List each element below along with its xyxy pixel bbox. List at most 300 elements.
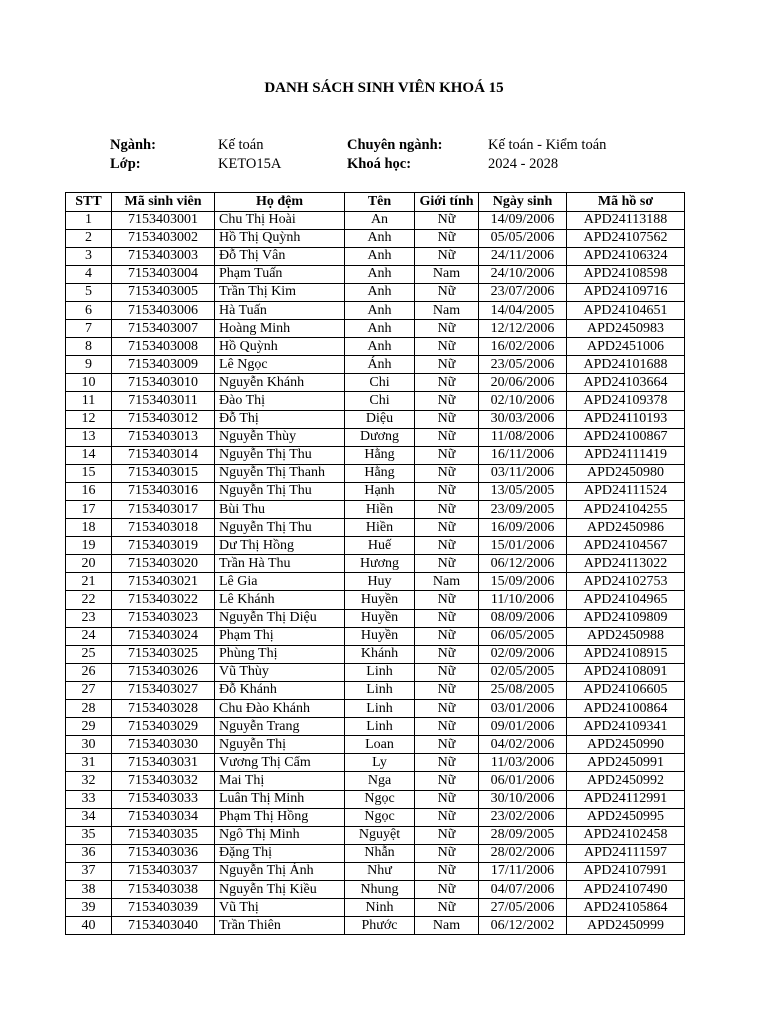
cell-ngay-sinh: 05/05/2006 bbox=[479, 229, 567, 247]
cell-gioi-tinh: Nữ bbox=[415, 338, 479, 356]
cell-ngay-sinh: 30/10/2006 bbox=[479, 790, 567, 808]
cell-ma-sinh-vien: 7153403027 bbox=[112, 681, 215, 699]
cell-ho-dem: Lê Ngọc bbox=[215, 356, 345, 374]
table-row bbox=[66, 537, 685, 555]
cell-ho-dem: Vương Thị Cẩm bbox=[215, 754, 345, 772]
cell-ma-ho-so: APD24102753 bbox=[567, 573, 685, 591]
header-ma-ho-so: Mã hồ sơ bbox=[567, 193, 685, 212]
cell-ma-ho-so: APD2451006 bbox=[567, 338, 685, 356]
cell-ma-sinh-vien: 7153403020 bbox=[112, 555, 215, 573]
cell-ho-dem: Đỗ Thị bbox=[215, 410, 345, 428]
cell-ngay-sinh: 08/09/2006 bbox=[479, 609, 567, 627]
cell-stt: 22 bbox=[66, 591, 112, 609]
header-ma-sinh-vien: Mã sinh viên bbox=[112, 193, 215, 212]
cell-ho-dem: Nguyễn Trang bbox=[215, 718, 345, 736]
cell-ma-sinh-vien: 7153403006 bbox=[112, 301, 215, 319]
table-row bbox=[66, 645, 685, 663]
cell-ten: Linh bbox=[345, 700, 415, 718]
cell-ma-ho-so: APD2450983 bbox=[567, 320, 685, 338]
cell-gioi-tinh: Nữ bbox=[415, 555, 479, 573]
cell-ma-ho-so: APD24104965 bbox=[567, 591, 685, 609]
cell-stt: 5 bbox=[66, 283, 112, 301]
table-row bbox=[66, 736, 685, 754]
cell-ten: Ánh bbox=[345, 356, 415, 374]
cell-ten: Anh bbox=[345, 229, 415, 247]
cell-ma-ho-so: APD24107991 bbox=[567, 862, 685, 880]
cell-stt: 1 bbox=[66, 211, 112, 229]
cell-stt: 17 bbox=[66, 501, 112, 519]
cell-gioi-tinh: Nữ bbox=[415, 700, 479, 718]
cell-stt: 29 bbox=[66, 718, 112, 736]
table-row bbox=[66, 356, 685, 374]
table-header-row bbox=[66, 193, 685, 212]
cell-gioi-tinh: Nữ bbox=[415, 754, 479, 772]
header-ho-dem: Họ đệm bbox=[215, 193, 345, 212]
cell-ma-sinh-vien: 7153403014 bbox=[112, 446, 215, 464]
table-row bbox=[66, 247, 685, 265]
cell-ten: Hiền bbox=[345, 519, 415, 537]
cell-ma-ho-so: APD24113188 bbox=[567, 211, 685, 229]
nganh-value: Kế toán bbox=[218, 137, 264, 153]
cell-gioi-tinh: Nữ bbox=[415, 736, 479, 754]
cell-ma-ho-so: APD24108915 bbox=[567, 645, 685, 663]
cell-ma-sinh-vien: 7153403011 bbox=[112, 392, 215, 410]
cell-gioi-tinh: Nữ bbox=[415, 826, 479, 844]
cell-ma-ho-so: APD24109716 bbox=[567, 283, 685, 301]
cell-ngay-sinh: 06/12/2002 bbox=[479, 917, 567, 935]
cell-gioi-tinh: Nữ bbox=[415, 482, 479, 500]
cell-ma-ho-so: APD2450988 bbox=[567, 627, 685, 645]
cell-ngay-sinh: 30/03/2006 bbox=[479, 410, 567, 428]
cell-ma-sinh-vien: 7153403036 bbox=[112, 844, 215, 862]
cell-ma-ho-so: APD24109809 bbox=[567, 609, 685, 627]
table-row bbox=[66, 501, 685, 519]
table-row bbox=[66, 265, 685, 283]
table-row bbox=[66, 609, 685, 627]
cell-ma-ho-so: APD24101688 bbox=[567, 356, 685, 374]
cell-ngay-sinh: 02/09/2006 bbox=[479, 645, 567, 663]
cell-ngay-sinh: 09/01/2006 bbox=[479, 718, 567, 736]
cell-ma-ho-so: APD24103664 bbox=[567, 374, 685, 392]
cell-ten: Huyền bbox=[345, 591, 415, 609]
cell-ma-ho-so: APD24113022 bbox=[567, 555, 685, 573]
cell-gioi-tinh: Nữ bbox=[415, 211, 479, 229]
cell-ngay-sinh: 23/02/2006 bbox=[479, 808, 567, 826]
cell-gioi-tinh: Nữ bbox=[415, 464, 479, 482]
cell-ma-sinh-vien: 7153403016 bbox=[112, 482, 215, 500]
cell-ho-dem: Chu Thị Hoài bbox=[215, 211, 345, 229]
cell-gioi-tinh: Nữ bbox=[415, 392, 479, 410]
cell-ten: Huyền bbox=[345, 627, 415, 645]
cell-gioi-tinh: Nữ bbox=[415, 591, 479, 609]
cell-ten: Huy bbox=[345, 573, 415, 591]
cell-stt: 37 bbox=[66, 862, 112, 880]
cell-stt: 39 bbox=[66, 899, 112, 917]
cell-stt: 30 bbox=[66, 736, 112, 754]
cell-ten: Như bbox=[345, 862, 415, 880]
cell-ten: Ngọc bbox=[345, 790, 415, 808]
cell-stt: 18 bbox=[66, 519, 112, 537]
cell-ho-dem: Phạm Thị bbox=[215, 627, 345, 645]
khoa-hoc-value: 2024 - 2028 bbox=[488, 156, 559, 172]
cell-gioi-tinh: Nữ bbox=[415, 862, 479, 880]
table-row bbox=[66, 681, 685, 699]
cell-ngay-sinh: 20/06/2006 bbox=[479, 374, 567, 392]
khoa-hoc-label: Khoá học: bbox=[347, 156, 412, 172]
cell-ngay-sinh: 02/10/2006 bbox=[479, 392, 567, 410]
table-row bbox=[66, 591, 685, 609]
cell-ma-sinh-vien: 7153403032 bbox=[112, 772, 215, 790]
cell-ngay-sinh: 03/11/2006 bbox=[479, 464, 567, 482]
cell-ma-sinh-vien: 7153403035 bbox=[112, 826, 215, 844]
cell-stt: 32 bbox=[66, 772, 112, 790]
cell-ten: Chi bbox=[345, 374, 415, 392]
cell-ma-sinh-vien: 7153403007 bbox=[112, 320, 215, 338]
cell-gioi-tinh: Nữ bbox=[415, 537, 479, 555]
cell-ma-sinh-vien: 7153403009 bbox=[112, 356, 215, 374]
cell-ma-sinh-vien: 7153403012 bbox=[112, 410, 215, 428]
cell-ngay-sinh: 16/02/2006 bbox=[479, 338, 567, 356]
cell-ho-dem: Đỗ Thị Vân bbox=[215, 247, 345, 265]
cell-ma-ho-so: APD24109341 bbox=[567, 718, 685, 736]
table-row bbox=[66, 573, 685, 591]
table-row bbox=[66, 410, 685, 428]
cell-ho-dem: Đặng Thị bbox=[215, 844, 345, 862]
cell-ho-dem: Lê Gia bbox=[215, 573, 345, 591]
cell-ma-ho-so: APD2450992 bbox=[567, 772, 685, 790]
cell-stt: 27 bbox=[66, 681, 112, 699]
table-row bbox=[66, 374, 685, 392]
cell-gioi-tinh: Nữ bbox=[415, 627, 479, 645]
cell-ten: Anh bbox=[345, 247, 415, 265]
cell-stt: 34 bbox=[66, 808, 112, 826]
cell-ngay-sinh: 12/12/2006 bbox=[479, 320, 567, 338]
cell-stt: 23 bbox=[66, 609, 112, 627]
cell-ngay-sinh: 28/02/2006 bbox=[479, 844, 567, 862]
cell-stt: 20 bbox=[66, 555, 112, 573]
cell-ma-sinh-vien: 7153403010 bbox=[112, 374, 215, 392]
cell-ho-dem: Phạm Tuấn bbox=[215, 265, 345, 283]
cell-ten: Hằng bbox=[345, 464, 415, 482]
cell-gioi-tinh: Nữ bbox=[415, 718, 479, 736]
cell-ma-ho-so: APD24108598 bbox=[567, 265, 685, 283]
cell-ngay-sinh: 25/08/2005 bbox=[479, 681, 567, 699]
cell-ma-ho-so: APD24104255 bbox=[567, 501, 685, 519]
cell-ten: Linh bbox=[345, 663, 415, 681]
cell-ngay-sinh: 11/03/2006 bbox=[479, 754, 567, 772]
cell-ngay-sinh: 11/10/2006 bbox=[479, 591, 567, 609]
nganh-label: Ngành: bbox=[110, 137, 156, 153]
cell-gioi-tinh: Nữ bbox=[415, 356, 479, 374]
lop-value: KETO15A bbox=[218, 156, 282, 172]
cell-ho-dem: Vũ Thùy bbox=[215, 663, 345, 681]
cell-gioi-tinh: Nữ bbox=[415, 663, 479, 681]
cell-ho-dem: Đào Thị bbox=[215, 392, 345, 410]
cell-stt: 40 bbox=[66, 917, 112, 935]
cell-ma-ho-so: APD24100864 bbox=[567, 700, 685, 718]
table-row bbox=[66, 880, 685, 898]
cell-gioi-tinh: Nữ bbox=[415, 519, 479, 537]
table-row bbox=[66, 808, 685, 826]
cell-ten: Nguyệt bbox=[345, 826, 415, 844]
cell-ma-ho-so: APD24110193 bbox=[567, 410, 685, 428]
table-row bbox=[66, 392, 685, 410]
cell-ngay-sinh: 03/01/2006 bbox=[479, 700, 567, 718]
cell-ho-dem: Vũ Thị bbox=[215, 899, 345, 917]
cell-stt: 13 bbox=[66, 428, 112, 446]
cell-ho-dem: Trần Thị Kim bbox=[215, 283, 345, 301]
cell-ten: Hiền bbox=[345, 501, 415, 519]
table-row bbox=[66, 211, 685, 229]
cell-stt: 26 bbox=[66, 663, 112, 681]
cell-gioi-tinh: Nữ bbox=[415, 808, 479, 826]
cell-ten: Diệu bbox=[345, 410, 415, 428]
table-row bbox=[66, 772, 685, 790]
cell-stt: 33 bbox=[66, 790, 112, 808]
table-row bbox=[66, 320, 685, 338]
cell-ma-ho-so: APD24108091 bbox=[567, 663, 685, 681]
cell-ho-dem: Nguyễn Thị Ánh bbox=[215, 862, 345, 880]
cell-ten: Anh bbox=[345, 283, 415, 301]
cell-stt: 15 bbox=[66, 464, 112, 482]
cell-ten: Huyền bbox=[345, 609, 415, 627]
cell-ten: Nhung bbox=[345, 880, 415, 898]
cell-ten: Linh bbox=[345, 681, 415, 699]
cell-gioi-tinh: Nữ bbox=[415, 844, 479, 862]
cell-stt: 19 bbox=[66, 537, 112, 555]
cell-ten: Huế bbox=[345, 537, 415, 555]
cell-ten: Hạnh bbox=[345, 482, 415, 500]
cell-ho-dem: Phùng Thị bbox=[215, 645, 345, 663]
cell-ten: An bbox=[345, 211, 415, 229]
cell-ma-sinh-vien: 7153403013 bbox=[112, 428, 215, 446]
cell-ma-ho-so: APD2450995 bbox=[567, 808, 685, 826]
cell-ho-dem: Dư Thị Hồng bbox=[215, 537, 345, 555]
cell-ngay-sinh: 06/01/2006 bbox=[479, 772, 567, 790]
cell-ho-dem: Nguyễn Thị Thu bbox=[215, 519, 345, 537]
cell-ma-ho-so: APD24111597 bbox=[567, 844, 685, 862]
cell-ten: Anh bbox=[345, 301, 415, 319]
cell-gioi-tinh: Nữ bbox=[415, 880, 479, 898]
table-row bbox=[66, 862, 685, 880]
cell-ngay-sinh: 15/01/2006 bbox=[479, 537, 567, 555]
cell-gioi-tinh: Nữ bbox=[415, 428, 479, 446]
cell-ho-dem: Hồ Quỳnh bbox=[215, 338, 345, 356]
cell-ten: Anh bbox=[345, 320, 415, 338]
cell-ten: Nhẫn bbox=[345, 844, 415, 862]
cell-gioi-tinh: Nữ bbox=[415, 283, 479, 301]
cell-ma-ho-so: APD2450986 bbox=[567, 519, 685, 537]
cell-ma-sinh-vien: 7153403028 bbox=[112, 700, 215, 718]
cell-ho-dem: Ngô Thị Minh bbox=[215, 826, 345, 844]
cell-ho-dem: Nguyễn Thị Diệu bbox=[215, 609, 345, 627]
cell-ma-sinh-vien: 7153403004 bbox=[112, 265, 215, 283]
cell-stt: 8 bbox=[66, 338, 112, 356]
cell-stt: 35 bbox=[66, 826, 112, 844]
table-row bbox=[66, 718, 685, 736]
cell-ma-sinh-vien: 7153403008 bbox=[112, 338, 215, 356]
cell-ma-sinh-vien: 7153403030 bbox=[112, 736, 215, 754]
cell-gioi-tinh: Nam bbox=[415, 573, 479, 591]
cell-ngay-sinh: 28/09/2005 bbox=[479, 826, 567, 844]
cell-ngay-sinh: 06/05/2005 bbox=[479, 627, 567, 645]
table-row bbox=[66, 663, 685, 681]
cell-ma-ho-so: APD24107562 bbox=[567, 229, 685, 247]
cell-gioi-tinh: Nữ bbox=[415, 320, 479, 338]
cell-ngay-sinh: 04/02/2006 bbox=[479, 736, 567, 754]
table-row bbox=[66, 229, 685, 247]
table-row bbox=[66, 482, 685, 500]
cell-ngay-sinh: 23/07/2006 bbox=[479, 283, 567, 301]
cell-ma-sinh-vien: 7153403038 bbox=[112, 880, 215, 898]
cell-ma-ho-so: APD24106324 bbox=[567, 247, 685, 265]
cell-ma-sinh-vien: 7153403019 bbox=[112, 537, 215, 555]
cell-ma-ho-so: APD2450980 bbox=[567, 464, 685, 482]
cell-ma-ho-so: APD24112991 bbox=[567, 790, 685, 808]
cell-ma-sinh-vien: 7153403037 bbox=[112, 862, 215, 880]
page-title: DANH SÁCH SINH VIÊN KHOÁ 15 bbox=[264, 80, 504, 96]
cell-stt: 38 bbox=[66, 880, 112, 898]
cell-ten: Linh bbox=[345, 718, 415, 736]
cell-ma-ho-so: APD24106605 bbox=[567, 681, 685, 699]
cell-ma-sinh-vien: 7153403002 bbox=[112, 229, 215, 247]
cell-stt: 25 bbox=[66, 645, 112, 663]
cell-ten: Hương bbox=[345, 555, 415, 573]
cell-ngay-sinh: 17/11/2006 bbox=[479, 862, 567, 880]
cell-ma-ho-so: APD2450991 bbox=[567, 754, 685, 772]
table-row bbox=[66, 790, 685, 808]
cell-gioi-tinh: Nam bbox=[415, 301, 479, 319]
table-row bbox=[66, 301, 685, 319]
cell-ma-ho-so: APD24105864 bbox=[567, 899, 685, 917]
cell-ho-dem: Luân Thị Minh bbox=[215, 790, 345, 808]
table-row bbox=[66, 283, 685, 301]
cell-gioi-tinh: Nữ bbox=[415, 229, 479, 247]
cell-ma-sinh-vien: 7153403031 bbox=[112, 754, 215, 772]
cell-gioi-tinh: Nữ bbox=[415, 501, 479, 519]
cell-ngay-sinh: 24/10/2006 bbox=[479, 265, 567, 283]
cell-ma-ho-so: APD24111419 bbox=[567, 446, 685, 464]
cell-ten: Anh bbox=[345, 338, 415, 356]
cell-ngay-sinh: 16/09/2006 bbox=[479, 519, 567, 537]
table-row bbox=[66, 899, 685, 917]
table-row bbox=[66, 519, 685, 537]
cell-ngay-sinh: 04/07/2006 bbox=[479, 880, 567, 898]
cell-stt: 2 bbox=[66, 229, 112, 247]
cell-ma-sinh-vien: 7153403039 bbox=[112, 899, 215, 917]
cell-ma-sinh-vien: 7153403040 bbox=[112, 917, 215, 935]
cell-gioi-tinh: Nữ bbox=[415, 790, 479, 808]
cell-ho-dem: Đỗ Khánh bbox=[215, 681, 345, 699]
cell-ten: Dương bbox=[345, 428, 415, 446]
cell-ma-sinh-vien: 7153403034 bbox=[112, 808, 215, 826]
table-row bbox=[66, 428, 685, 446]
table-row bbox=[66, 555, 685, 573]
table-row bbox=[66, 446, 685, 464]
cell-ma-ho-so: APD24107490 bbox=[567, 880, 685, 898]
header-ten: Tên bbox=[345, 193, 415, 212]
cell-ngay-sinh: 23/05/2006 bbox=[479, 356, 567, 374]
cell-ma-sinh-vien: 7153403025 bbox=[112, 645, 215, 663]
cell-ho-dem: Hồ Thị Quỳnh bbox=[215, 229, 345, 247]
cell-gioi-tinh: Nữ bbox=[415, 410, 479, 428]
cell-ma-sinh-vien: 7153403015 bbox=[112, 464, 215, 482]
cell-gioi-tinh: Nam bbox=[415, 265, 479, 283]
cell-stt: 21 bbox=[66, 573, 112, 591]
cell-gioi-tinh: Nữ bbox=[415, 899, 479, 917]
header-stt: STT bbox=[66, 193, 112, 212]
cell-ngay-sinh: 24/11/2006 bbox=[479, 247, 567, 265]
cell-ma-sinh-vien: 7153403005 bbox=[112, 283, 215, 301]
cell-stt: 4 bbox=[66, 265, 112, 283]
cell-ngay-sinh: 06/12/2006 bbox=[479, 555, 567, 573]
cell-ma-ho-so: APD2450999 bbox=[567, 917, 685, 935]
cell-ten: Ly bbox=[345, 754, 415, 772]
chuyen-nganh-value: Kế toán - Kiểm toán bbox=[488, 137, 607, 153]
table-row bbox=[66, 338, 685, 356]
cell-ngay-sinh: 14/04/2005 bbox=[479, 301, 567, 319]
cell-ma-sinh-vien: 7153403026 bbox=[112, 663, 215, 681]
cell-ho-dem: Hà Tuấn bbox=[215, 301, 345, 319]
cell-ten: Khánh bbox=[345, 645, 415, 663]
cell-ho-dem: Chu Đào Khánh bbox=[215, 700, 345, 718]
cell-stt: 9 bbox=[66, 356, 112, 374]
cell-ngay-sinh: 13/05/2005 bbox=[479, 482, 567, 500]
cell-ma-sinh-vien: 7153403024 bbox=[112, 627, 215, 645]
cell-ten: Ninh bbox=[345, 899, 415, 917]
cell-stt: 10 bbox=[66, 374, 112, 392]
cell-ho-dem: Nguyễn Thị bbox=[215, 736, 345, 754]
cell-ngay-sinh: 15/09/2006 bbox=[479, 573, 567, 591]
cell-ngay-sinh: 14/09/2006 bbox=[479, 211, 567, 229]
header-gioi-tinh: Giới tính bbox=[415, 193, 479, 212]
cell-ho-dem: Trần Thiên bbox=[215, 917, 345, 935]
cell-gioi-tinh: Nữ bbox=[415, 446, 479, 464]
cell-ngay-sinh: 02/05/2005 bbox=[479, 663, 567, 681]
lop-label: Lớp: bbox=[110, 156, 141, 172]
cell-ma-ho-so: APD2450990 bbox=[567, 736, 685, 754]
cell-ma-ho-so: APD24104567 bbox=[567, 537, 685, 555]
cell-ma-sinh-vien: 7153403033 bbox=[112, 790, 215, 808]
cell-ma-sinh-vien: 7153403017 bbox=[112, 501, 215, 519]
cell-stt: 12 bbox=[66, 410, 112, 428]
cell-ho-dem: Phạm Thị Hồng bbox=[215, 808, 345, 826]
cell-gioi-tinh: Nữ bbox=[415, 645, 479, 663]
cell-stt: 7 bbox=[66, 320, 112, 338]
cell-ngay-sinh: 23/09/2005 bbox=[479, 501, 567, 519]
cell-gioi-tinh: Nữ bbox=[415, 247, 479, 265]
cell-ten: Hằng bbox=[345, 446, 415, 464]
cell-stt: 24 bbox=[66, 627, 112, 645]
cell-gioi-tinh: Nữ bbox=[415, 609, 479, 627]
cell-ho-dem: Trần Hà Thu bbox=[215, 555, 345, 573]
table-row bbox=[66, 464, 685, 482]
cell-stt: 14 bbox=[66, 446, 112, 464]
cell-ma-ho-so: APD24100867 bbox=[567, 428, 685, 446]
table-row bbox=[66, 627, 685, 645]
cell-ho-dem: Nguyễn Thị Thu bbox=[215, 482, 345, 500]
cell-ngay-sinh: 16/11/2006 bbox=[479, 446, 567, 464]
cell-ma-sinh-vien: 7153403003 bbox=[112, 247, 215, 265]
table-row bbox=[66, 917, 685, 935]
cell-ten: Chi bbox=[345, 392, 415, 410]
cell-stt: 28 bbox=[66, 700, 112, 718]
cell-ten: Loan bbox=[345, 736, 415, 754]
cell-ma-sinh-vien: 7153403023 bbox=[112, 609, 215, 627]
cell-ten: Ngọc bbox=[345, 808, 415, 826]
cell-ho-dem: Hoàng Minh bbox=[215, 320, 345, 338]
cell-ma-sinh-vien: 7153403018 bbox=[112, 519, 215, 537]
